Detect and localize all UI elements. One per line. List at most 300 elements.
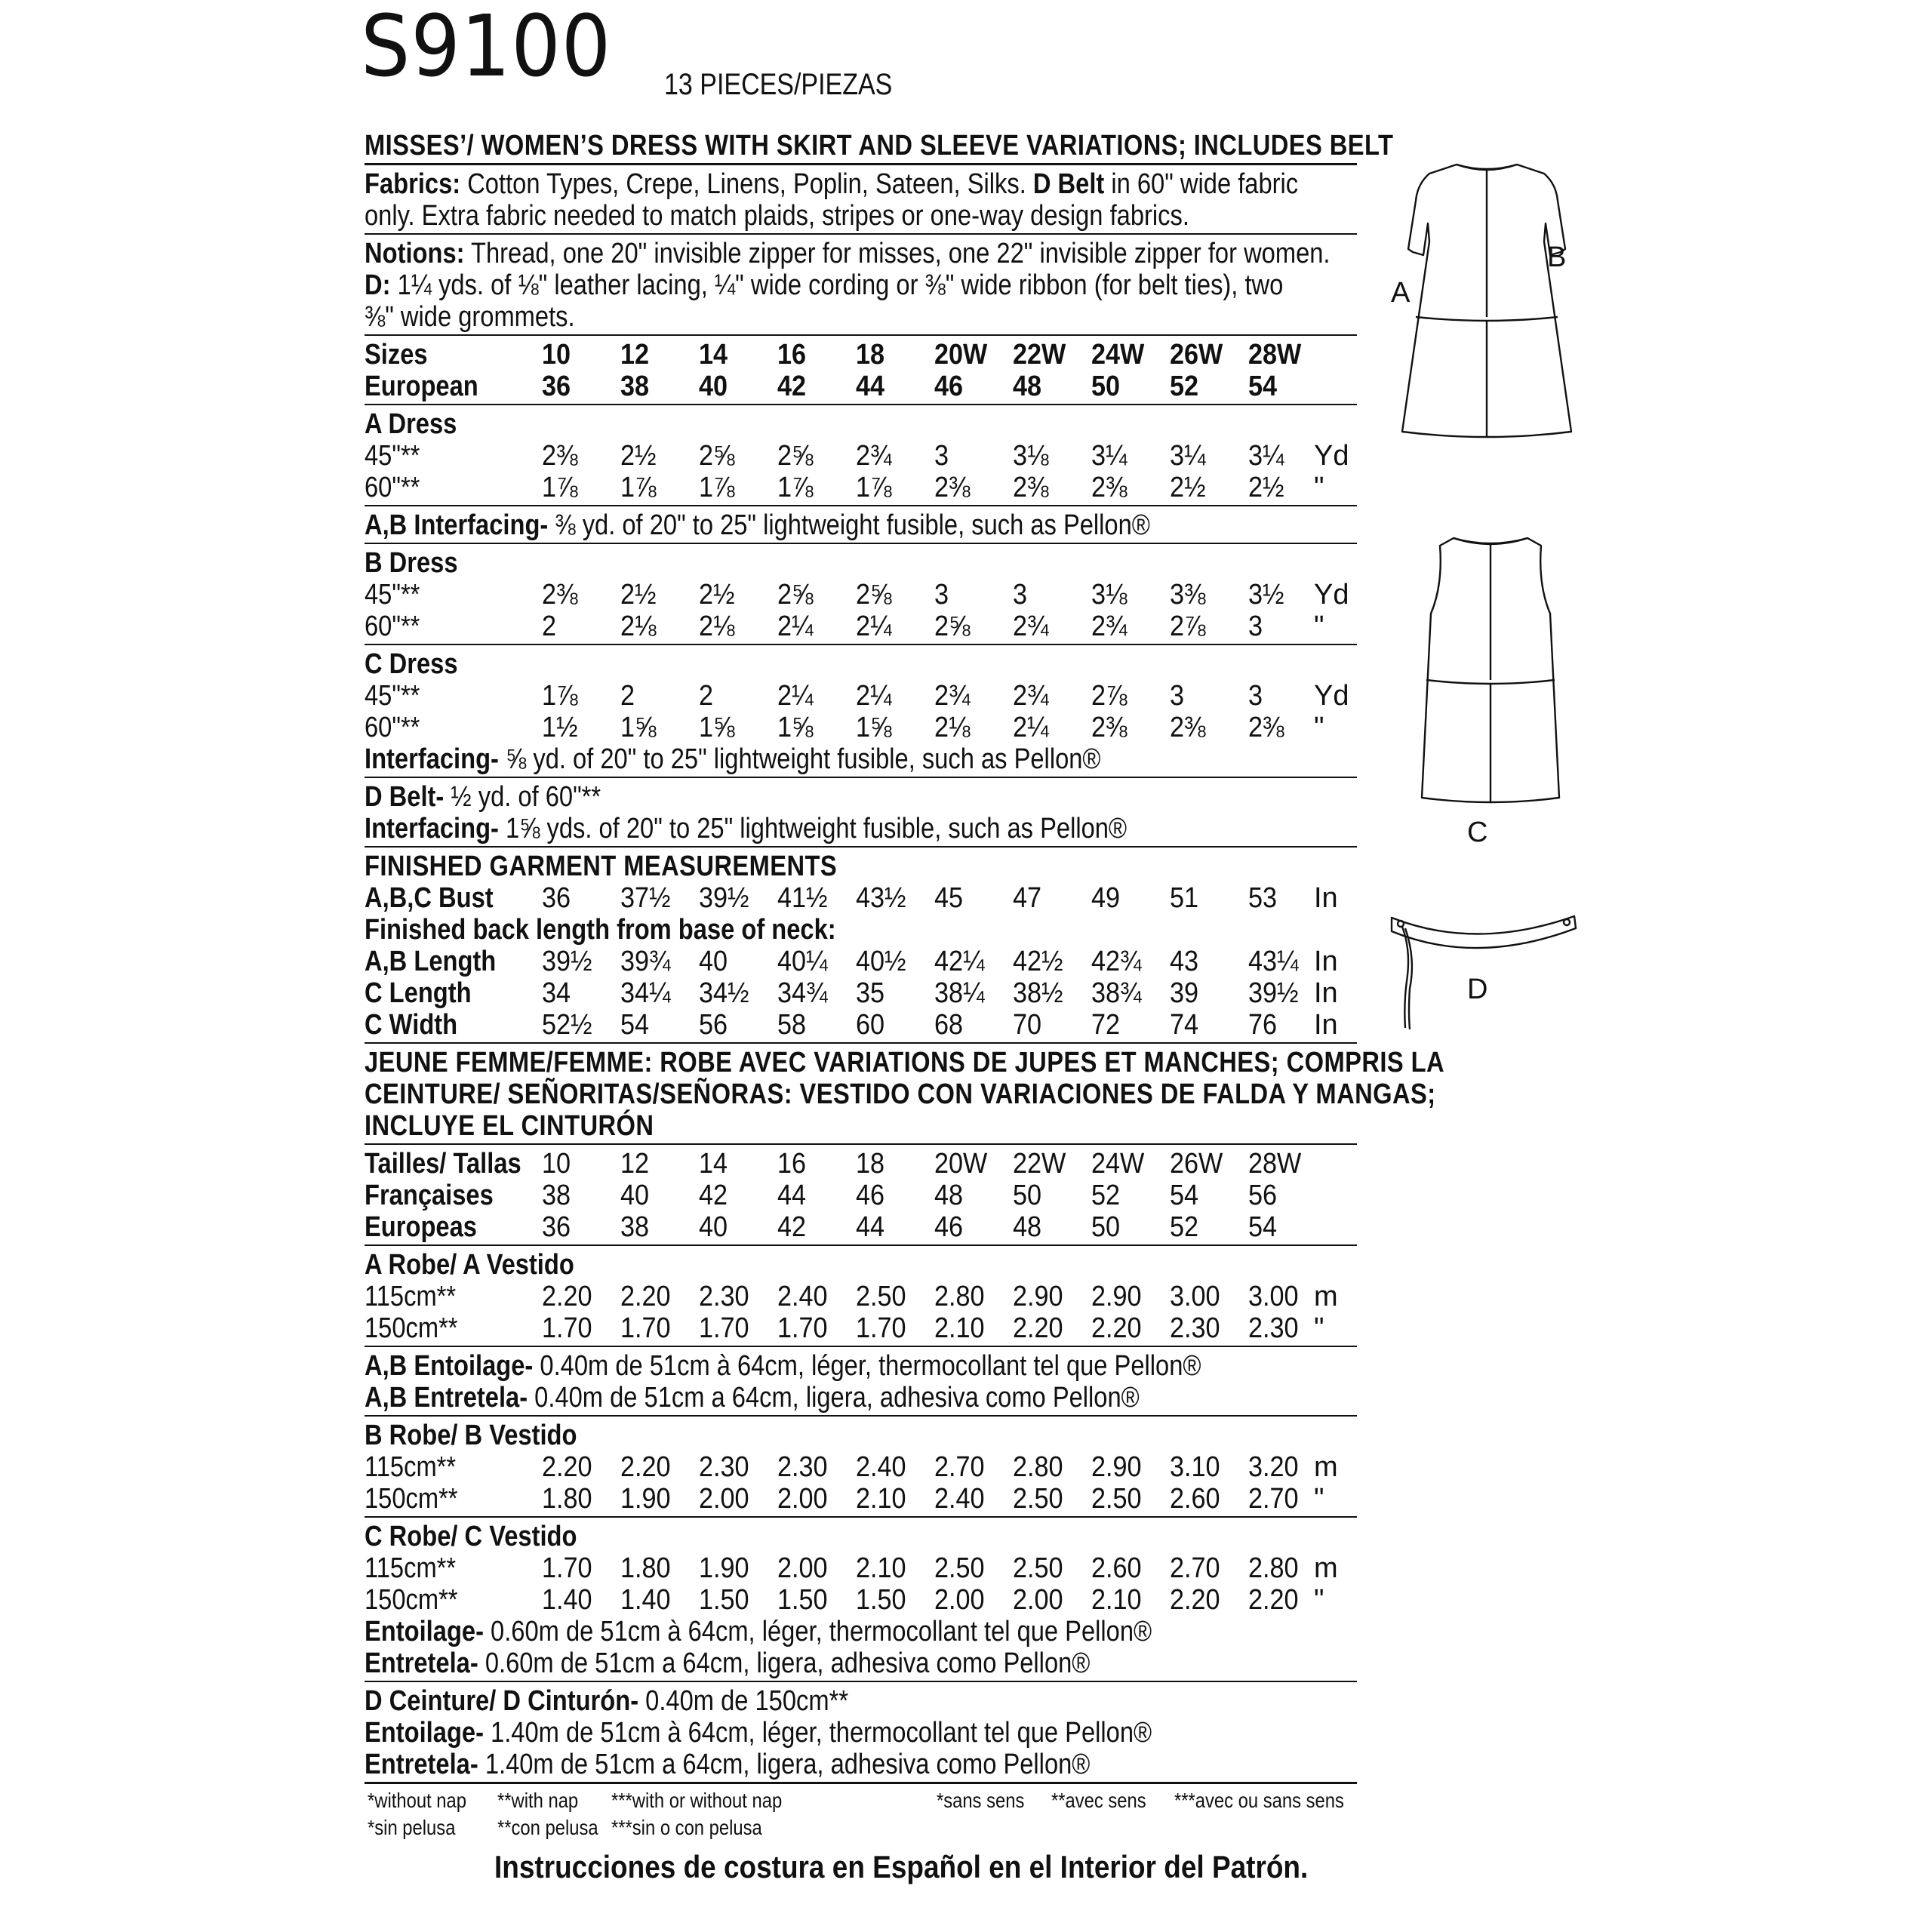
value-cell: 2.50 (1013, 1552, 1063, 1584)
value-cell: 2⅜ (1091, 472, 1128, 503)
value-cell: 2¼ (856, 611, 892, 642)
value-cell: 2.30 (699, 1451, 749, 1483)
value-cell: 43¼ (1248, 946, 1299, 977)
value-cell: 36 (542, 1211, 571, 1243)
divider (365, 777, 1357, 778)
value-cell: 2.60 (1091, 1552, 1142, 1584)
value-cell: 1⅞ (542, 472, 578, 503)
value-cell: 28W (1248, 1148, 1302, 1180)
value-cell: 14 (699, 339, 728, 371)
ab-length-row: A,B Length 39½ 39¾ 40 40¼ 40½ 42¼ 42½ 42¾ 43 43¼ In (365, 946, 1338, 977)
value-cell: 2.00 (777, 1483, 828, 1515)
footnote: **con pelusa (497, 1816, 598, 1839)
value-cell: 37½ (620, 882, 671, 914)
value-cell: 34½ (699, 977, 749, 1009)
value-cell: 68 (934, 1009, 964, 1041)
ab-entoilage: A,B Entoilage- 0.40m de 51cm à 64cm, léger, thermocollant tel que Pellon® (365, 1350, 1201, 1382)
value-cell: 2⅜ (1170, 712, 1206, 743)
value-cell: 2.10 (934, 1312, 985, 1344)
footnote: ***with or without nap (611, 1789, 783, 1812)
value-cell: 2½ (1248, 472, 1284, 503)
value-cell: 1.70 (542, 1552, 592, 1584)
unit-cell: In (1314, 882, 1338, 914)
b-dress-45-row: 45"** 2⅜ 2½ 2½ 2⅝ 2⅝ 3 3 3⅛ 3⅜ 3½ Yd (365, 579, 1349, 611)
value-cell: 39½ (699, 882, 749, 914)
divider (365, 1516, 1357, 1518)
value-cell: 40¼ (777, 946, 828, 977)
value-cell: 2.00 (777, 1552, 828, 1584)
value-cell: 3 (934, 440, 949, 472)
value-cell: 42 (777, 1211, 807, 1243)
value-cell: 3 (934, 579, 949, 611)
value-cell: 1.70 (620, 1312, 671, 1344)
value-cell: 2¾ (934, 680, 971, 712)
value-cell: 28W (1248, 339, 1302, 371)
value-cell: 2.70 (1248, 1483, 1299, 1515)
footnotes-row-1 (365, 1787, 1357, 1814)
value-cell: 2.70 (1170, 1552, 1220, 1584)
value-cell: 2.90 (1091, 1281, 1142, 1312)
d-belt: D Belt- ½ yd. of 60"** (365, 781, 601, 813)
value-cell: 3½ (1248, 579, 1284, 611)
value-cell: 42 (777, 371, 807, 402)
value-cell: 1.50 (699, 1584, 749, 1616)
footnote: *sans sens (937, 1789, 1025, 1812)
unit-cell: In (1314, 946, 1338, 977)
translated-title-2: CEINTURE/ SEÑORITAS/SEÑORAS: VESTIDO CON VARIACIONES DE FALDA Y MANGAS; (365, 1078, 1436, 1110)
value-cell: 1⅝ (856, 712, 892, 743)
value-cell: 2.00 (1013, 1584, 1063, 1616)
pattern-number: S9100 (361, 0, 612, 96)
value-cell: 1.40 (620, 1584, 671, 1616)
c-dress-heading: C Dress (365, 648, 458, 680)
value-cell: 2¼ (777, 680, 814, 712)
european-sizes-row: European 36 38 40 42 44 46 48 50 52 54 (365, 371, 1278, 402)
unit-cell: m (1314, 1552, 1338, 1584)
value-cell: 56 (1248, 1180, 1278, 1211)
divider (365, 1782, 1357, 1784)
c-robe-115-row: 115cm** 1.70 1.80 1.90 2.00 2.10 2.50 2.50 2.60 2.70 2.80 m (365, 1552, 1338, 1584)
unit-cell: " (1314, 1584, 1324, 1616)
value-cell: 38 (620, 1211, 650, 1243)
divider (365, 505, 1357, 506)
value-cell: 3¼ (1091, 440, 1128, 472)
notions-line-1: Notions: Thread, one 20" invisible zipper for misses, one 22" invisible zipper for women. (365, 238, 1331, 269)
value-cell: 39½ (542, 946, 592, 977)
c-width-row: C Width 52½ 54 56 58 60 68 70 72 74 76 In (365, 1009, 1338, 1041)
value-cell: 1⅞ (542, 680, 578, 712)
value-cell: 2⅝ (777, 579, 814, 611)
value-cell: 46 (856, 1180, 885, 1211)
bust-row: A,B,C Bust 36 37½ 39½ 41½ 43½ 45 47 49 51 53 In (365, 882, 1338, 914)
value-cell: 1.70 (777, 1312, 828, 1344)
footnote: **with nap (497, 1789, 579, 1812)
value-cell: 48 (934, 1180, 964, 1211)
value-cell: 38¼ (934, 977, 985, 1009)
value-cell: 46 (934, 371, 964, 402)
value-cell: 2.80 (1248, 1552, 1299, 1584)
value-cell: 12 (620, 339, 650, 371)
value-cell: 2⅜ (542, 440, 578, 472)
value-cell: 1⅝ (620, 712, 657, 743)
value-cell: 2.00 (934, 1584, 985, 1616)
value-cell: 1⅝ (777, 712, 814, 743)
view-c-label: C (1467, 817, 1488, 848)
value-cell: 50 (1091, 371, 1121, 402)
value-cell: 24W (1091, 1148, 1145, 1180)
value-cell: 1.70 (699, 1312, 749, 1344)
value-cell: 2.20 (542, 1281, 592, 1312)
value-cell: 12 (620, 1148, 650, 1180)
value-cell: 3 (1248, 611, 1263, 642)
value-cell: 43½ (856, 882, 906, 914)
value-cell: 2½ (620, 579, 657, 611)
value-cell: 2.40 (777, 1281, 828, 1312)
value-cell: 1.40 (542, 1584, 592, 1616)
divider (365, 846, 1357, 848)
value-cell: 1⅞ (777, 472, 814, 503)
value-cell: 1½ (542, 712, 578, 743)
value-cell: 53 (1248, 882, 1278, 914)
divider (365, 644, 1357, 645)
value-cell: 2⅜ (1013, 472, 1049, 503)
value-cell: 2.40 (934, 1483, 985, 1515)
value-cell: 34¾ (777, 977, 828, 1009)
notions-line-3: ⅜" wide grommets. (365, 301, 575, 333)
value-cell: 2.80 (934, 1281, 985, 1312)
unit-cell: " (1314, 611, 1324, 642)
value-cell: 2.20 (620, 1451, 671, 1483)
value-cell: 46 (934, 1211, 964, 1243)
value-cell: 42¼ (934, 946, 985, 977)
value-cell: 26W (1170, 1148, 1223, 1180)
value-cell: 3¼ (1248, 440, 1284, 472)
value-cell: 42 (699, 1180, 728, 1211)
value-cell: 40 (699, 946, 728, 977)
value-cell: 48 (1013, 371, 1042, 402)
value-cell: 44 (777, 1180, 807, 1211)
unit-cell: In (1314, 977, 1338, 1009)
value-cell: 3⅛ (1013, 440, 1049, 472)
view-a-b-sketch (1396, 151, 1577, 445)
fabrics-line-2: only. Extra fabric needed to match plaids, stripes or one-way design fabrics. (365, 200, 1189, 232)
value-cell: 2 (620, 680, 635, 712)
value-cell: 2¼ (856, 680, 892, 712)
value-cell: 38 (620, 371, 650, 402)
value-cell: 2.20 (542, 1451, 592, 1483)
value-cell: 3⅜ (1170, 579, 1206, 611)
europeas-row: Europeas 36 38 40 42 44 46 48 50 52 54 (365, 1211, 1278, 1243)
value-cell: 2 (699, 680, 714, 712)
value-cell: 36 (542, 882, 571, 914)
value-cell: 2.50 (1091, 1483, 1142, 1515)
divider (365, 1143, 1357, 1145)
divider (365, 1681, 1357, 1682)
value-cell: 2.50 (934, 1552, 985, 1584)
ab-interfacing: A,B Interfacing- ⅜ yd. of 20" to 25" lightweight fusible, such as Pellon® (365, 509, 1150, 541)
value-cell: 35 (856, 977, 885, 1009)
value-cell: 14 (699, 1148, 728, 1180)
b-robe-115-row: 115cm** 2.20 2.20 2.30 2.30 2.40 2.70 2.80 2.90 3.10 3.20 m (365, 1451, 1338, 1483)
value-cell: 52 (1170, 371, 1199, 402)
value-cell: 3.00 (1248, 1281, 1299, 1312)
value-cell: 16 (777, 339, 807, 371)
value-cell: 2¼ (1013, 712, 1049, 743)
value-cell: 22W (1013, 1148, 1066, 1180)
b-dress-60-row: 60"** 2 2⅛ 2⅛ 2¼ 2¼ 2⅝ 2¾ 2¾ 2⅞ 3 " (365, 611, 1324, 642)
value-cell: 1.90 (699, 1552, 749, 1584)
value-cell: 54 (1170, 1180, 1199, 1211)
value-cell: 18 (856, 339, 885, 371)
c-robe-heading: C Robe/ C Vestido (365, 1521, 577, 1552)
value-cell: 60 (856, 1009, 885, 1041)
value-cell: 36 (542, 371, 571, 402)
a-dress-45-row: 45"** 2⅜ 2½ 2⅝ 2⅝ 2¾ 3 3⅛ 3¼ 3¼ 3¼ Yd (365, 440, 1349, 472)
value-cell: 42½ (1013, 946, 1063, 977)
b-dress-heading: B Dress (365, 547, 458, 579)
value-cell: 52 (1091, 1180, 1121, 1211)
value-cell: 22W (1013, 339, 1066, 371)
value-cell: 18 (856, 1148, 885, 1180)
value-cell: 16 (777, 1148, 807, 1180)
value-cell: 2.20 (1013, 1312, 1063, 1344)
value-cell: 3 (1248, 680, 1263, 712)
value-cell: 2.20 (1248, 1584, 1299, 1616)
divider (365, 543, 1357, 544)
value-cell: 48 (1013, 1211, 1042, 1243)
value-cell: 2⅝ (856, 579, 892, 611)
value-cell: 2¾ (1091, 611, 1128, 642)
value-cell: 2⅜ (542, 579, 578, 611)
value-cell: 39½ (1248, 977, 1299, 1009)
value-cell: 2⅞ (1170, 611, 1206, 642)
value-cell: 54 (1248, 371, 1278, 402)
view-c-sketch (1411, 532, 1570, 811)
value-cell: 2.90 (1013, 1281, 1063, 1312)
value-cell: 10 (542, 339, 571, 371)
notions-line-2: D: 1¼ yds. of ⅛" leather lacing, ¼" wide cording or ⅜" wide ribbon (for belt ties), two (365, 269, 1284, 301)
value-cell: 34¼ (620, 977, 671, 1009)
yardage-chart (365, 130, 1445, 1841)
value-cell: 45 (934, 882, 964, 914)
unit-cell: Yd (1314, 680, 1349, 712)
value-cell: 2.10 (1091, 1584, 1142, 1616)
value-cell: 2⅝ (777, 440, 814, 472)
c-dress-45-row: 45"** 1⅞ 2 2 2¼ 2¼ 2¾ 2¾ 2⅞ 3 3 Yd (365, 680, 1349, 712)
value-cell: 1.80 (542, 1483, 592, 1515)
value-cell: 2.50 (856, 1281, 906, 1312)
value-cell: 1⅞ (620, 472, 657, 503)
c-length-row: C Length 34 34¼ 34½ 34¾ 35 38¼ 38½ 38¾ 39 39½ In (365, 977, 1338, 1009)
c-robe-150-row: 150cm** 1.40 1.40 1.50 1.50 1.50 2.00 2.00 2.10 2.20 2.20 " (365, 1584, 1324, 1616)
value-cell: 2¼ (777, 611, 814, 642)
value-cell: 26W (1170, 339, 1223, 371)
view-d-label: D (1467, 974, 1488, 1005)
translated-title-3: INCLUYE EL CINTURÓN (365, 1110, 654, 1142)
value-cell: 2.30 (777, 1451, 828, 1483)
value-cell: 2¾ (856, 440, 892, 472)
value-cell: 52½ (542, 1009, 592, 1041)
value-cell: 34 (542, 977, 571, 1009)
value-cell: 2.80 (1013, 1451, 1063, 1483)
value-cell: 20W (934, 339, 988, 371)
value-cell: 2.20 (620, 1281, 671, 1312)
value-cell: 3⅛ (1091, 579, 1128, 611)
value-cell: 74 (1170, 1009, 1199, 1041)
value-cell: 50 (1091, 1211, 1121, 1243)
value-cell: 1.70 (542, 1312, 592, 1344)
value-cell: 50 (1013, 1180, 1042, 1211)
value-cell: 1.70 (856, 1312, 906, 1344)
value-cell: 72 (1091, 1009, 1121, 1041)
value-cell: 2⅝ (699, 440, 735, 472)
value-cell: 2⅜ (934, 472, 971, 503)
d-interfacing: Interfacing- 1⅝ yds. of 20" to 25" lightweight fusible, such as Pellon® (365, 813, 1128, 844)
value-cell: 2.90 (1091, 1451, 1142, 1483)
value-cell: 2½ (1170, 472, 1206, 503)
value-cell: 1.50 (777, 1584, 828, 1616)
piece-count: 13 PIECES/PIEZAS (664, 68, 893, 101)
unit-cell: " (1314, 712, 1324, 743)
value-cell: 2⅝ (934, 611, 971, 642)
value-cell: 76 (1248, 1009, 1278, 1041)
value-cell: 2.20 (1170, 1584, 1220, 1616)
divider (365, 1042, 1357, 1044)
divider (365, 1415, 1357, 1417)
a-robe-150-row: 150cm** 1.70 1.70 1.70 1.70 1.70 2.10 2.20 2.20 2.30 2.30 " (365, 1312, 1324, 1344)
value-cell: 2⅞ (1091, 680, 1128, 712)
divider (365, 163, 1357, 165)
value-cell: 1.50 (856, 1584, 906, 1616)
value-cell: 1⅞ (856, 472, 892, 503)
value-cell: 2⅛ (934, 712, 971, 743)
value-cell: 39 (1170, 977, 1199, 1009)
value-cell: 42¾ (1091, 946, 1142, 977)
value-cell: 2 (542, 611, 557, 642)
footnotes-row-2 (365, 1814, 1357, 1841)
tailles-row: Tailles/ Tallas 10 12 14 16 18 20W 22W 24W 26W 28W (365, 1148, 1302, 1180)
value-cell: 3.20 (1248, 1451, 1299, 1483)
value-cell: 2.30 (1170, 1312, 1220, 1344)
footnote: ***sin o con pelusa (611, 1816, 762, 1839)
value-cell: 2.50 (1013, 1483, 1063, 1515)
value-cell: 56 (699, 1009, 728, 1041)
divider (365, 233, 1357, 235)
value-cell: 40 (620, 1180, 650, 1211)
value-cell: 3.00 (1170, 1281, 1220, 1312)
unit-cell: Yd (1314, 440, 1349, 472)
value-cell: 2⅜ (1248, 712, 1284, 743)
value-cell: 2.10 (856, 1552, 906, 1584)
value-cell: 38½ (1013, 977, 1063, 1009)
value-cell: 44 (856, 371, 885, 402)
value-cell: 3 (1013, 579, 1028, 611)
footnote: *without nap (368, 1789, 466, 1812)
value-cell: 2.00 (699, 1483, 749, 1515)
value-cell: 38 (542, 1180, 571, 1211)
divider (365, 334, 1357, 336)
value-cell: 2⅜ (1091, 712, 1128, 743)
value-cell: 43 (1170, 946, 1199, 977)
back-length-heading: Finished back length from base of neck: (365, 914, 836, 946)
value-cell: 2.70 (934, 1451, 985, 1483)
value-cell: 2.40 (856, 1451, 906, 1483)
unit-cell: In (1314, 1009, 1338, 1041)
unit-cell: " (1314, 1483, 1324, 1515)
b-robe-heading: B Robe/ B Vestido (365, 1420, 577, 1451)
c-entoilage: Entoilage- 0.60m de 51cm à 64cm, léger, thermocollant tel que Pellon® (365, 1616, 1152, 1647)
a-dress-60-row: 60"** 1⅞ 1⅞ 1⅞ 1⅞ 1⅞ 2⅜ 2⅜ 2⅜ 2½ 2½ " (365, 472, 1324, 503)
value-cell: 2⅛ (699, 611, 735, 642)
value-cell: 1⅞ (699, 472, 735, 503)
value-cell: 58 (777, 1009, 807, 1041)
value-cell: 39¾ (620, 946, 671, 977)
value-cell: 40½ (856, 946, 906, 977)
value-cell: 1.90 (620, 1483, 671, 1515)
unit-cell: Yd (1314, 579, 1349, 611)
translated-title-1: JEUNE FEMME/FEMME: ROBE AVEC VARIATIONS DE JUPES ET MANCHES; COMPRIS LA (365, 1047, 1445, 1078)
value-cell: 47 (1013, 882, 1042, 914)
divider (365, 1346, 1357, 1347)
value-cell: 2¾ (1013, 611, 1049, 642)
value-cell: 44 (856, 1211, 885, 1243)
value-cell: 2½ (620, 440, 657, 472)
ab-entretela: A,B Entretela- 0.40m de 51cm a 64cm, ligera, adhesiva como Pellon® (365, 1382, 1140, 1414)
view-a-label: A (1391, 277, 1411, 309)
value-cell: 54 (620, 1009, 650, 1041)
value-cell: 70 (1013, 1009, 1042, 1041)
unit-cell: m (1314, 1281, 1338, 1312)
view-d-belt-sketch (1386, 906, 1582, 1034)
footnote: ***avec ou sans sens (1174, 1789, 1344, 1812)
value-cell: 2.60 (1170, 1483, 1220, 1515)
value-cell: 40 (699, 371, 728, 402)
value-cell: 2¾ (1013, 680, 1049, 712)
footnote: **avec sens (1051, 1789, 1146, 1812)
value-cell: 2.30 (699, 1281, 749, 1312)
value-cell: 20W (934, 1148, 988, 1180)
unit-cell: " (1314, 472, 1324, 503)
value-cell: 2½ (699, 579, 735, 611)
value-cell: 24W (1091, 339, 1145, 371)
c-dress-60-row: 60"** 1½ 1⅝ 1⅝ 1⅝ 1⅝ 2⅛ 2¼ 2⅜ 2⅜ 2⅜ " (365, 712, 1324, 743)
unit-cell: m (1314, 1451, 1338, 1483)
d-entoilage: Entoilage- 1.40m de 51cm à 64cm, léger, thermocollant tel que Pellon® (365, 1717, 1152, 1749)
value-cell: 54 (1248, 1211, 1278, 1243)
value-cell: 38¾ (1091, 977, 1142, 1009)
d-ceinture: D Ceinture/ D Cinturón- 0.40m de 150cm** (365, 1685, 849, 1717)
value-cell: 2⅛ (620, 611, 657, 642)
c-entretela: Entretela- 0.60m de 51cm a 64cm, ligera, adhesiva como Pellon® (365, 1647, 1091, 1679)
spanish-instructions-note: Instrucciones de costura en Español en el Interior del Patrón. (494, 1849, 1309, 1884)
a-dress-heading: A Dress (365, 408, 457, 440)
value-cell: 41½ (777, 882, 828, 914)
a-robe-heading: A Robe/ A Vestido (365, 1249, 574, 1281)
value-cell: 49 (1091, 882, 1121, 914)
value-cell: 2.20 (1091, 1312, 1142, 1344)
value-cell: 52 (1170, 1211, 1199, 1243)
value-cell: 2.10 (856, 1483, 906, 1515)
footnote: *sin pelusa (368, 1816, 456, 1839)
d-entretela: Entretela- 1.40m de 51cm a 64cm, ligera, adhesiva como Pellon® (365, 1749, 1091, 1780)
value-cell: 1.80 (620, 1552, 671, 1584)
value-cell: 51 (1170, 882, 1199, 914)
value-cell: 2.30 (1248, 1312, 1299, 1344)
finished-heading: FINISHED GARMENT MEASUREMENTS (365, 851, 838, 882)
fabrics-line-1: Fabrics: Cotton Types, Crepe, Linens, Poplin, Sateen, Silks. D Belt in 60" wide fabric (365, 168, 1299, 200)
b-robe-150-row: 150cm** 1.80 1.90 2.00 2.00 2.10 2.40 2.50 2.50 2.60 2.70 " (365, 1483, 1324, 1515)
francaises-row: Françaises 38 40 42 44 46 48 50 52 54 56 (365, 1180, 1278, 1211)
